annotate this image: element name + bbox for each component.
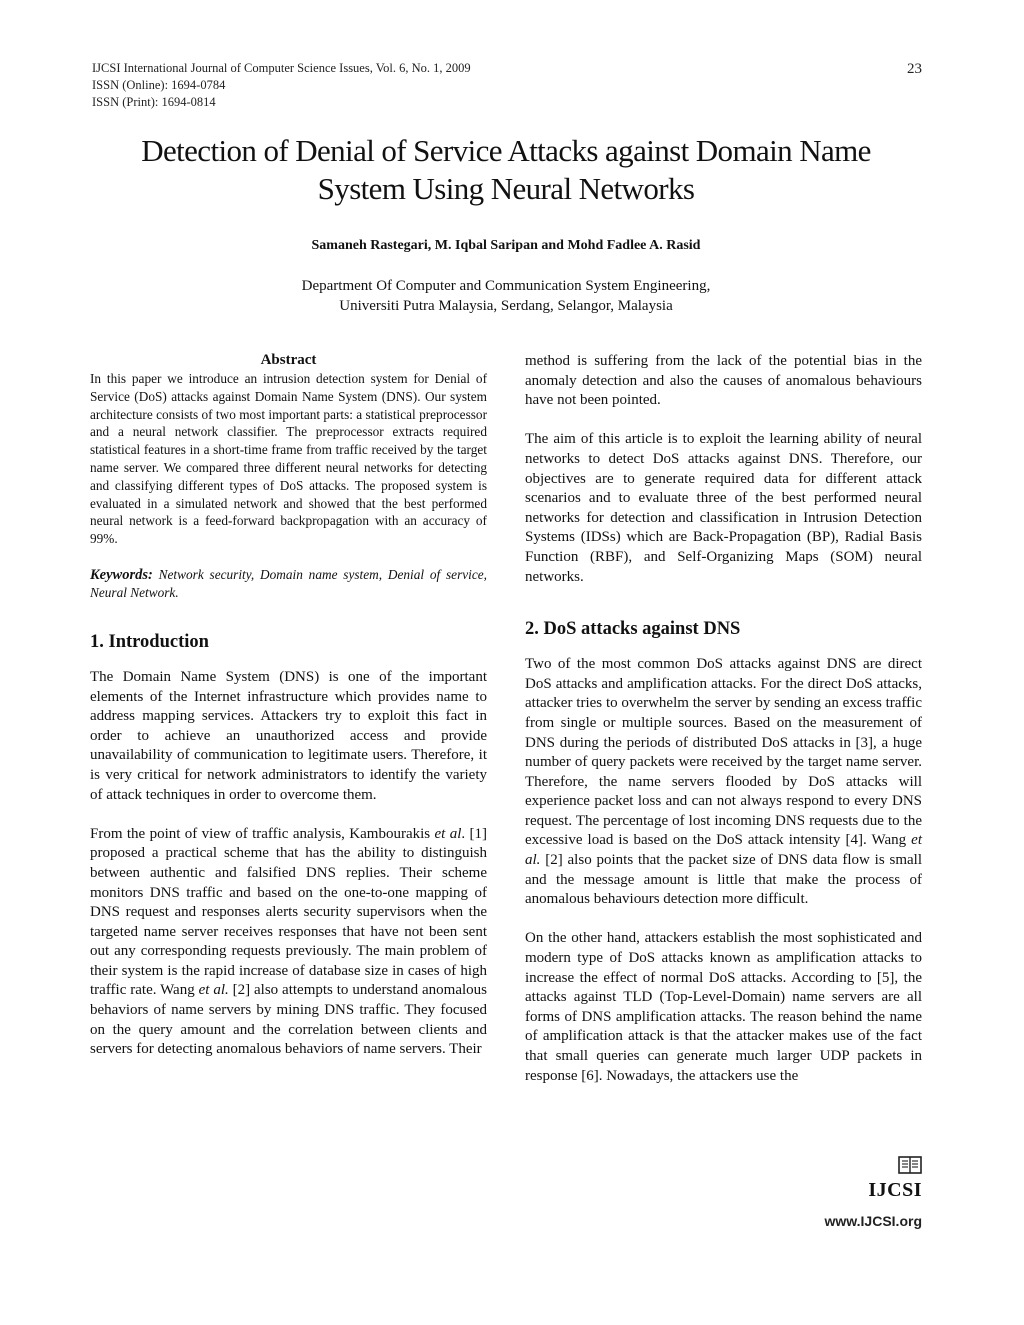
intro-paragraph-3: method is suffering from the lack of the potential bias in the anomaly detection and also the causes of anomalous behaviours have not been pointed. <box>525 353 922 409</box>
section-heading-introduction: 1. Introduction <box>90 631 209 652</box>
title-line-1: Detection of Denial of Service Attacks against Domain Name <box>141 133 871 168</box>
text-run: . [1] proposed a practical scheme that has the ability to distinguish between authentic and falsified DNS replies. Their scheme monitors DNS traffic and based on the one-to-one mapping of DNS request and responses alerts security supervisors when the targeted name server receives responses that have not been sent out any corresponding requests previously. The main problem of their system is the rapid increase of database size in cases of high traffic rate. Wang <box>90 825 487 999</box>
keywords-text: Network security, Domain name system, Denial of service, Neural Network. <box>90 566 487 600</box>
authors: Samaneh Rastegari, M. Iqbal Saripan and Mohd Fadlee A. Rasid <box>311 238 701 253</box>
dos-paragraph-1 <box>525 655 922 910</box>
intro-paragraph-4: The aim of this article is to exploit the learning ability of neural networks to detect DoS attacks against DNS. Therefore, our objectives are to generate required data for different attack scenarios and to evaluate three of the best performed neural networks for detection and classification in Intrusion Detection Systems (IDSs) which are Back-Propagation (BP), Radial Basis Function (RBF), and Self-Organizing Maps (SOM) neural networks. <box>525 431 922 585</box>
dos-paragraph-2: On the other hand, attackers establish the most sophisticated and modern type of DoS attacks known as amplification attacks to increase the effect of normal DoS attacks. According to [5], the attacks against TLD (Top-Level-Domain) name servers are all forms of DNS amplification attacks. The reason behind the name of amplification attack is that the attacker makes use of the fact that small queries can generate much larger UDP packets in response [6]. Nowadays, the attackers use the <box>525 930 922 1084</box>
abstract-text: In this paper we introduce an intrusion detection system for Denial of Service (DoS) attacks against Domain Name System (DNS). Our system architecture consists of two most important parts: a statistical preprocessor and a neural network classifier. The preprocessor extracts required statistical features in a short-time frame from traffic received by the target name server. We compared three different neural networks for detecting and classifying different types of DoS attacks. The proposed system is evaluated in a simulated network and showed that the best performed neural network is a feed-forward backpropagation with an accuracy of 99%. <box>90 371 487 547</box>
affiliation <box>80 276 932 316</box>
issn-online: ISSN (Online): 1694-0784 <box>92 78 226 92</box>
abstract-heading: Abstract <box>260 352 317 368</box>
italic-et-al: et al <box>434 825 462 842</box>
affiliation-line-2: Universiti Putra Malaysia, Serdang, Selangor, Malaysia <box>339 298 673 314</box>
text-run: From the point of view of traffic analysis, Kambourakis <box>90 825 435 842</box>
left-column <box>90 352 487 1060</box>
section-heading-dos-attacks: 2. DoS attacks against DNS <box>525 619 741 640</box>
logo-url[interactable]: www.IJCSI.org <box>824 1213 922 1229</box>
page-number: 23 <box>907 61 922 77</box>
italic-et-al: et al. <box>198 982 229 999</box>
keywords <box>90 566 487 602</box>
intro-paragraph-2 <box>90 825 487 1060</box>
issn-print: ISSN (Print): 1694-0814 <box>92 95 216 109</box>
text-run: [2] also attempts to understand anomalous behaviors of name servers by mining DNS traffic. They focused on the query amount and the correlation between clients and servers for detecting anomalous behaviors of name servers. Their <box>90 982 488 1058</box>
paper-title <box>80 132 932 208</box>
intro-paragraph-1: The Domain Name System (DNS) is one of the important elements of the Internet infrastructure which provides name to address mapping services. Attackers try to exploit this fact in order to achieve an unauthorized access and provide unavailability of communication to legitimate users. Therefore, it is very critical for network administrators to identify the variety of attack techniques in order to overcome them. <box>90 668 487 803</box>
keywords-label: Keywords: <box>90 566 153 583</box>
ijcsi-logo <box>792 1156 922 1229</box>
title-line-2: System Using Neural Networks <box>317 171 695 206</box>
italic-et-al: et al. <box>525 832 922 869</box>
right-column <box>525 352 922 1086</box>
affiliation-line-1: Department Of Computer and Communication System Engineering, <box>301 278 711 294</box>
text-run: [2] also points that the packet size of DNS data flow is small and the message amount is little that make the process of anomalous behaviours detection more difficult. <box>525 852 922 908</box>
logo-name: IJCSI <box>868 1179 922 1201</box>
journal-header <box>92 60 471 111</box>
book-icon <box>898 1156 922 1179</box>
text-run: Two of the most common DoS attacks against DNS are direct DoS attacks and amplification attacks. For the direct DoS attacks, attacker tries to overwhelm the server by sending an excess traffic from single or multiple sources. Based on the measurement of DNS during the periods of distributed DoS attacks in [3], a huge number of query packets were received by the target name server. Therefore, the name servers flooded by DoS attacks will experience packet loss and can not always respond to every DNS request. The percentage of lost incoming DNS requests due to the excessive load is based on the DoS attack intensity [4]. Wang <box>525 656 922 849</box>
journal-line: IJCSI International Journal of Computer Science Issues, Vol. 6, No. 1, 2009 <box>92 61 471 75</box>
